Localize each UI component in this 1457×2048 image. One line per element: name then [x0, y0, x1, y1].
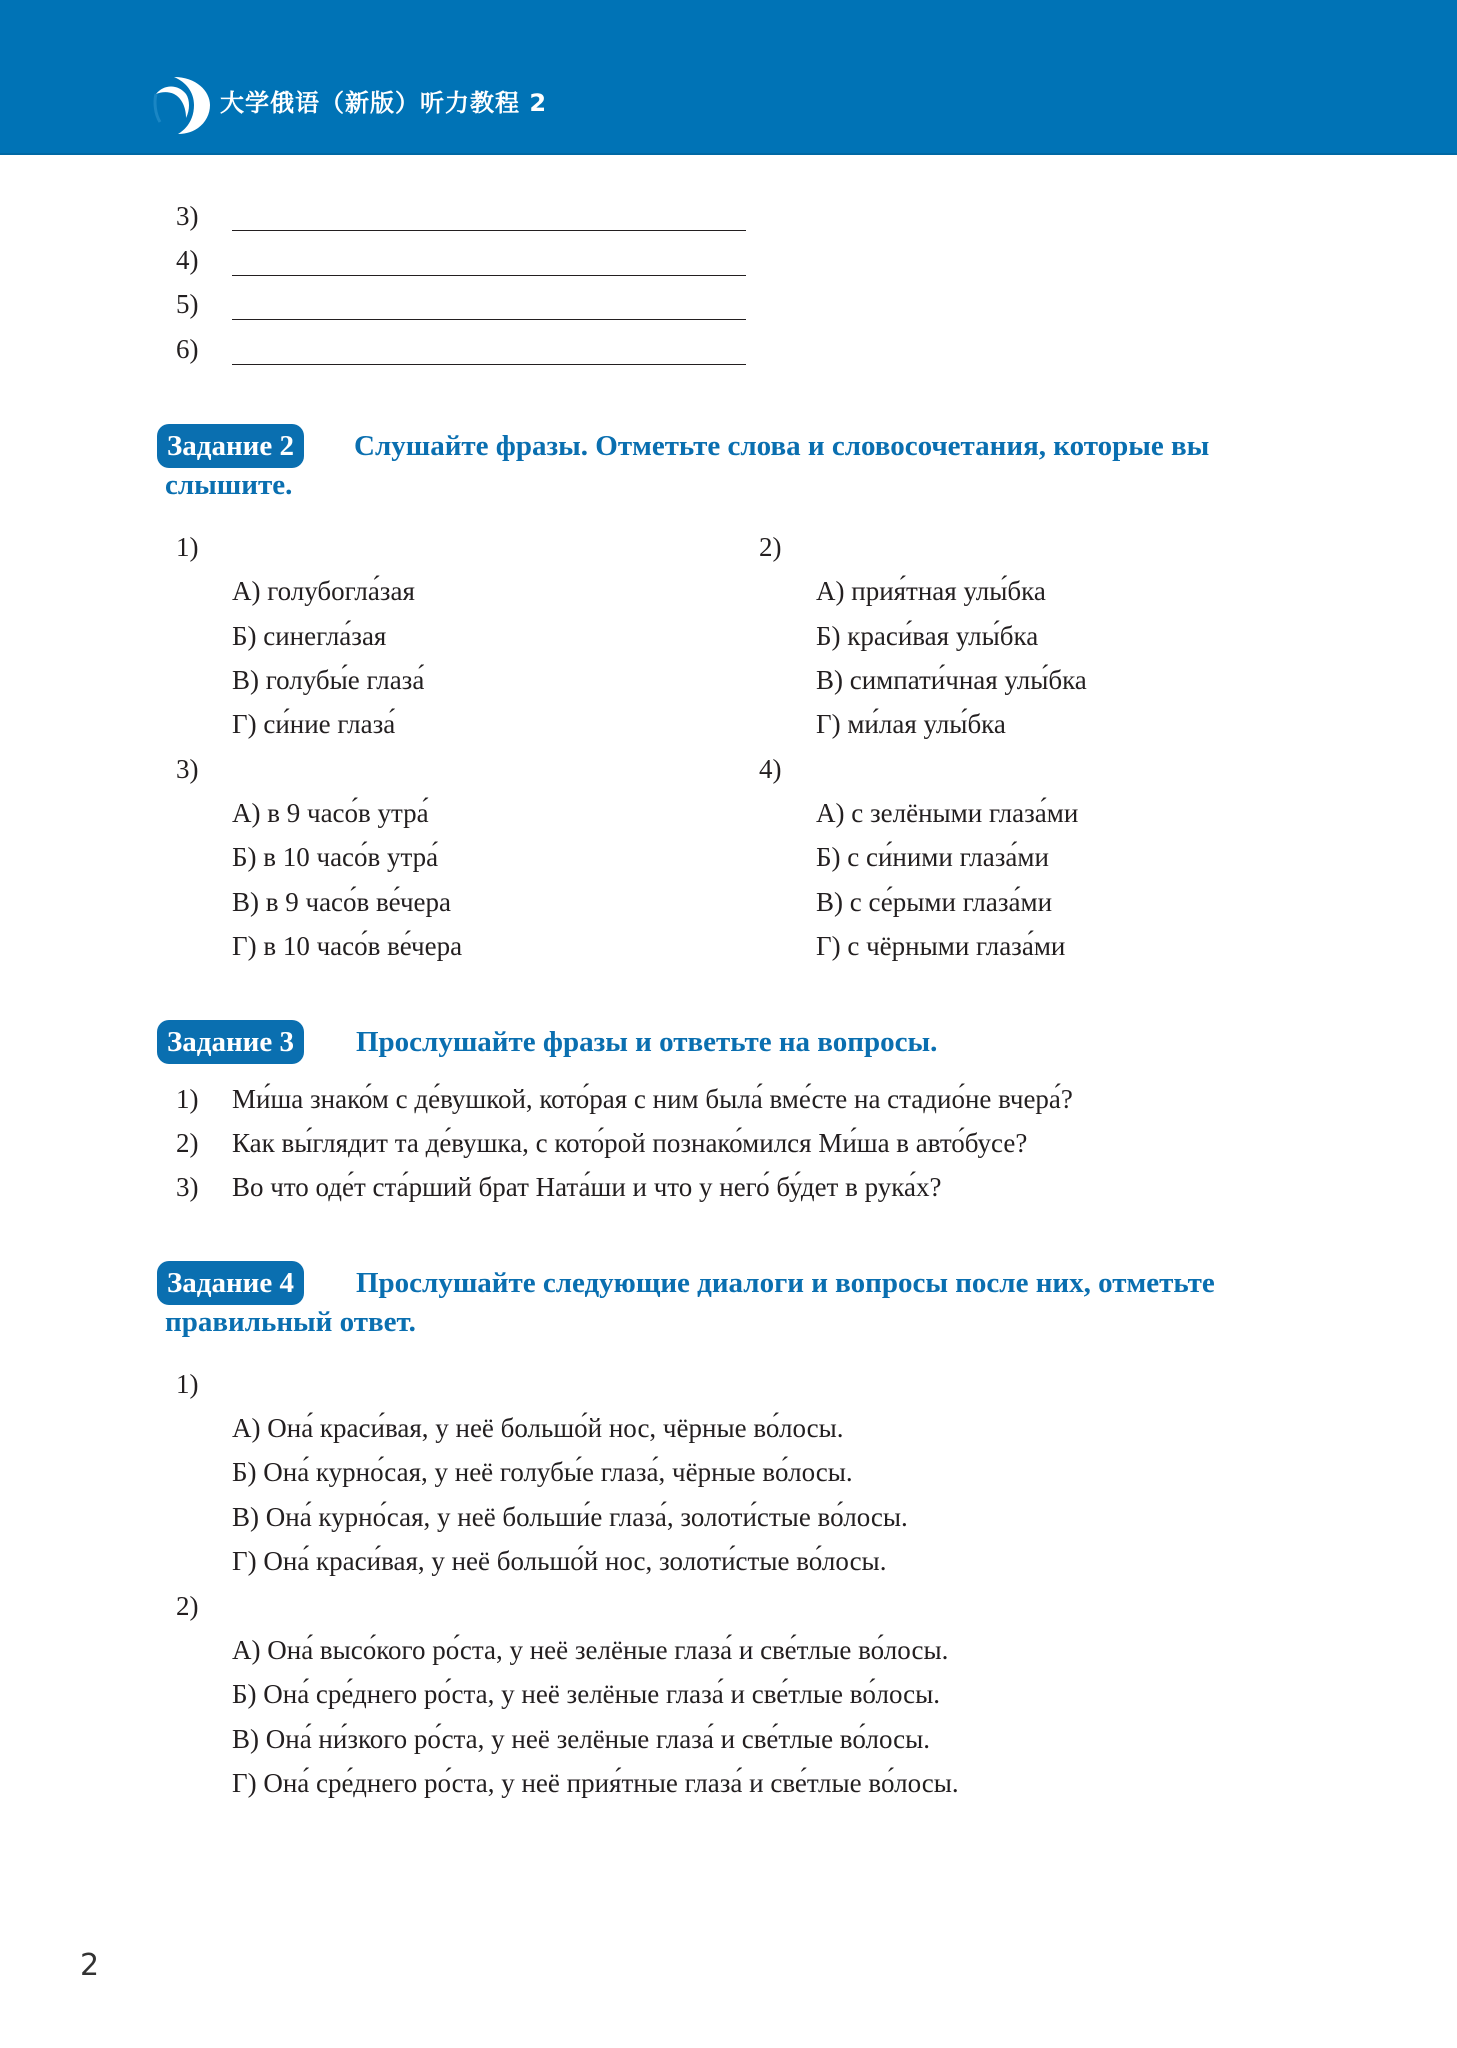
- question-number: 3): [176, 1172, 199, 1202]
- answer-option[interactable]: Г) Она́ краси́вая, у неё большо́й нос, золоти́стые во́лосы.: [232, 1546, 887, 1576]
- answer-blank-line[interactable]: [232, 319, 746, 320]
- answer-option[interactable]: Б) в 10 часо́в утра́: [232, 842, 439, 872]
- task-instruction-continued: правильный ответ.: [165, 1306, 416, 1338]
- question-number: 1): [176, 532, 199, 562]
- task-instruction: Слушайте фразы. Отметьте слова и словосочетания, которые вы: [354, 430, 1210, 462]
- answer-option[interactable]: А) с зелёными глаза́ми: [816, 798, 1079, 828]
- answer-option[interactable]: Б) Она́ курно́сая, у неё голубы́е глаза́, чёрные во́лосы.: [232, 1457, 853, 1487]
- page-number: 2: [80, 1948, 100, 1983]
- answer-option[interactable]: Б) синегла́зая: [232, 621, 387, 651]
- answer-blank-line[interactable]: [232, 364, 746, 365]
- answer-option[interactable]: А) Она́ высо́кого ро́ста, у неё зелёные глаза́ и све́тлые во́лосы.: [232, 1635, 949, 1665]
- answer-option[interactable]: Б) Она́ сре́днего ро́ста, у неё зелёные глаза́ и све́тлые во́лосы.: [232, 1679, 940, 1709]
- answer-option[interactable]: Б) краси́вая улы́бка: [816, 621, 1039, 651]
- answer-option[interactable]: А) Она́ краси́вая, у неё большо́й нос, чёрные во́лосы.: [232, 1413, 844, 1443]
- task-instruction-continued: слышите.: [165, 469, 293, 501]
- answer-option[interactable]: Г) ми́лая улы́бка: [816, 709, 1006, 739]
- question-number: 1): [176, 1084, 199, 1114]
- blank-row-number: 5): [176, 289, 199, 319]
- answer-blank-line[interactable]: [232, 230, 746, 231]
- answer-option[interactable]: А) в 9 часо́в утра́: [232, 798, 429, 828]
- blank-row-number: 6): [176, 334, 199, 364]
- answer-option[interactable]: Г) си́ние глаза́: [232, 709, 396, 739]
- question-number: 4): [759, 754, 782, 784]
- question-number: 3): [176, 754, 199, 784]
- task-instruction: Прослушайте следующие диалоги и вопросы после них, отметьте: [356, 1267, 1215, 1299]
- task-instruction: Прослушайте фразы и ответьте на вопросы.: [356, 1026, 938, 1058]
- page-header: [0, 0, 1457, 155]
- blank-row-number: 3): [176, 201, 199, 231]
- answer-option[interactable]: В) Она́ ни́зкого ро́ста, у неё зелёные глаза́ и све́тлые во́лосы.: [232, 1724, 931, 1754]
- answer-option[interactable]: В) симпати́чная улы́бка: [816, 665, 1087, 695]
- question-number: 1): [176, 1369, 199, 1399]
- answer-option[interactable]: В) голубы́е глаза́: [232, 665, 425, 695]
- question-number: 2): [759, 532, 782, 562]
- answer-option[interactable]: Г) с чёрными глаза́ми: [816, 931, 1066, 961]
- question-text: Ми́ша знако́м с де́вушкой, кото́рая с ним была́ вме́сте на стадио́не вчера́?: [232, 1084, 1073, 1114]
- task-badge: Задание 4: [157, 1261, 304, 1305]
- book-title: 大学俄语（新版）听力教程 2: [220, 89, 548, 117]
- question-text: Во что оде́т ста́рший брат Ната́ши и что у него́ бу́дет в рука́х?: [232, 1172, 942, 1202]
- answer-option[interactable]: В) с се́рыми глаза́ми: [816, 887, 1053, 917]
- answer-option[interactable]: Г) в 10 часо́в ве́чера: [232, 931, 463, 961]
- answer-option[interactable]: А) прия́тная улы́бка: [816, 576, 1046, 606]
- question-text: Как вы́глядит та де́вушка, с кото́рой познако́мился Ми́ша в авто́бусе?: [232, 1128, 1028, 1158]
- blank-row-number: 4): [176, 245, 199, 275]
- crescent-logo-icon: [152, 74, 212, 136]
- answer-option[interactable]: Б) с си́ними глаза́ми: [816, 842, 1049, 872]
- answer-option[interactable]: В) Она́ курно́сая, у неё больши́е глаза́, золоти́стые во́лосы.: [232, 1502, 908, 1532]
- task-badge: Задание 3: [157, 1020, 304, 1064]
- answer-option[interactable]: А) голубогла́зая: [232, 576, 415, 606]
- task-badge: Задание 2: [157, 424, 304, 468]
- answer-option[interactable]: Г) Она́ сре́днего ро́ста, у неё прия́тные глаза́ и све́тлые во́лосы.: [232, 1768, 959, 1798]
- question-number: 2): [176, 1128, 199, 1158]
- question-number: 2): [176, 1591, 199, 1621]
- answer-option[interactable]: В) в 9 часо́в ве́чера: [232, 887, 451, 917]
- answer-blank-line[interactable]: [232, 275, 746, 276]
